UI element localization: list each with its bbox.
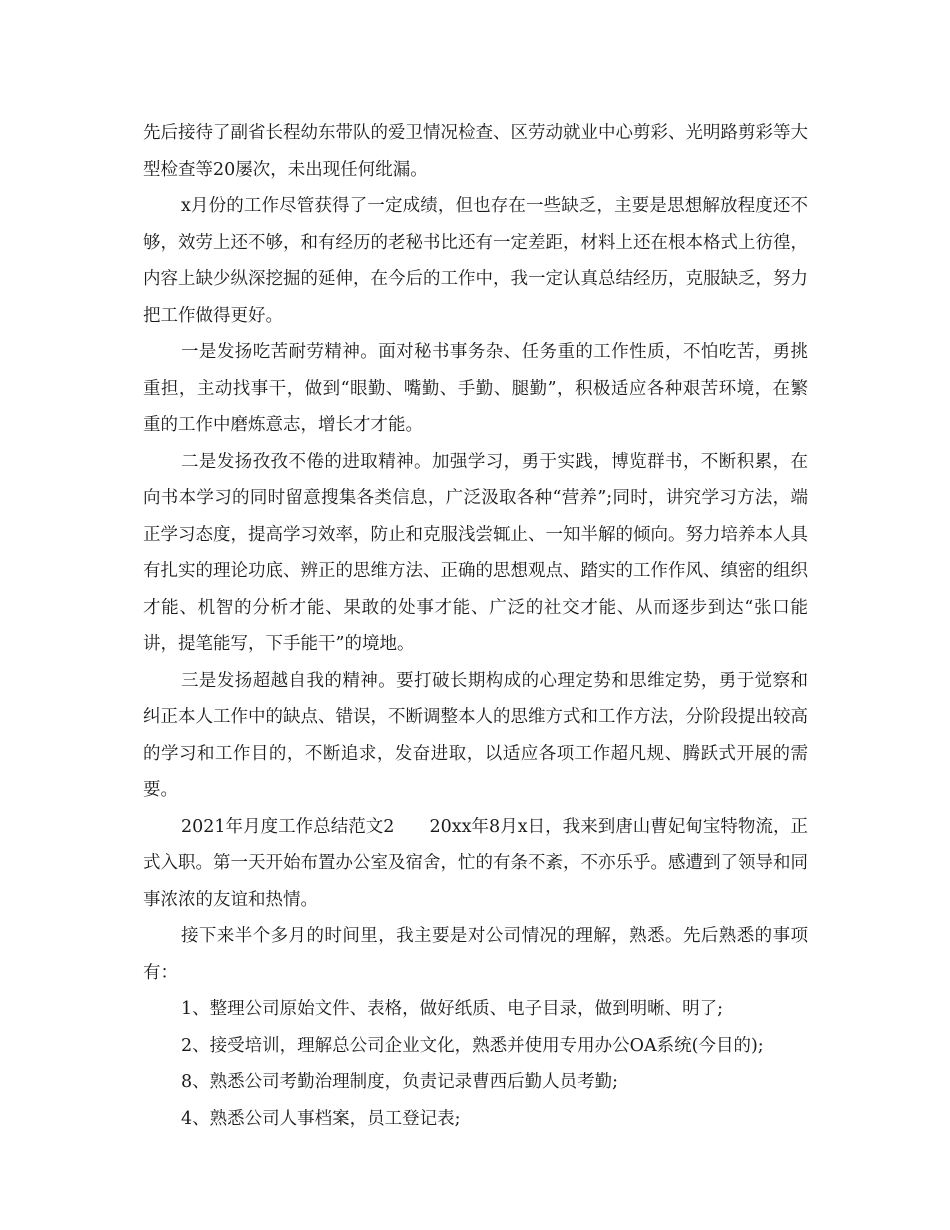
list-item-1: 1、整理公司原始文件、表格，做好纸质、电子目录，做到明晰、明了; [181, 999, 724, 1019]
list-item-2: 2、接受培训，理解总公司企业文化，熟悉并使用专用办公OA系统(今目的); [181, 1035, 764, 1056]
paragraph-4: 二是发扬孜孜不倦的进取精神。加强学习，勇于实践，博览群书，不断积累，在向书本学习的同时留意搜集各类信息，广泛汲取各种“营养”;同时，讲究学习方法，端正学习态度，提高学习效率，防止和克服浅尝辄止、一知半解的倾向。努力培养本人具有扎实的理论功底、辨正的思维方法、正确的思想观点、踏实的工作作风、缜密的组织才能、机智的分析才能、果敢的处事才能、广泛的社交才能、从而逐步到达“张口能讲，提笔能写，下手能干”的境地。 [143, 451, 808, 654]
paragraph-6: 2021年月度工作总结范文2 20xx年8月x日，我来到唐山曹妃甸宝特物流，正式入职。第一天开始布置办公室及宿舍，忙的有条不紊，不亦乐乎。感遭到了领导和同事浓浓的友谊和热情。 [143, 816, 808, 910]
paragraph-2: x月份的工作尽管获得了一定成绩，但也存在一些缺乏，主要是思想解放程度还不够，效劳上还不够，和有经历的老秘书比还有一定差距，材料上还在根本格式上彷徨，内容上缺少纵深挖掘的延伸，在今后的工作中，我一定认真总结经历，克服缺乏，努力把工作做得更好。 [143, 196, 808, 326]
paragraph-1: 先后接待了副省长程幼东带队的爱卫情况检查、区劳动就业中心剪彩、光明路剪彩等大型检查等20屡次，未出现任何纰漏。 [143, 123, 808, 180]
paragraph-3: 一是发扬吃苦耐劳精神。面对秘书事务杂、任务重的工作性质，不怕吃苦，勇挑重担，主动找事干，做到“眼勤、嘴勤、手勤、腿勤”，积极适应各种艰苦环境，在繁重的工作中磨炼意志，增长才才能。 [143, 342, 808, 435]
paragraph-7: 接下来半个多月的时间里，我主要是对公司情况的理解，熟悉。先后熟悉的事项有： [143, 926, 808, 983]
list-item-3: 8、熟悉公司考勤治理制度，负责记录曹西后勤人员考勤; [181, 1072, 619, 1092]
paragraph-5: 三是发扬超越自我的精神。要打破长期构成的心理定势和思维定势，勇于觉察和纠正本人工作中的缺点、错误，不断调整本人的思维方式和工作方法，分阶段提出较高的学习和工作目的，不断追求，发奋进取，以适应各项工作超凡规、腾跃式开展的需要。 [143, 670, 808, 800]
document-body [143, 115, 808, 1137]
list-item-4: 4、熟悉公司人事档案，员工登记表; [181, 1108, 461, 1129]
